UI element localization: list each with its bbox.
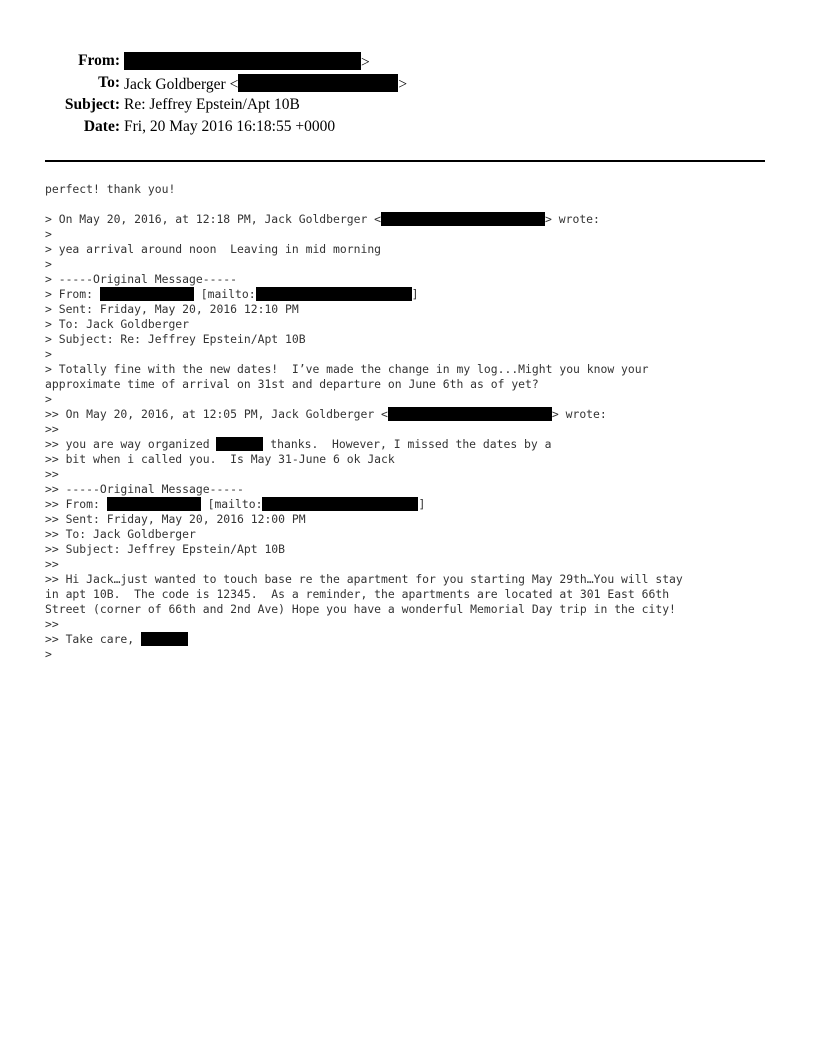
body-line: in apt 10B. The code is 12345. As a reminder, the apartments are located at 301 East 66th [45,587,670,601]
body-line: >> On May 20, 2016, at 12:05 PM, Jack Goldberger < > wrote: [45,407,607,421]
body-line: >> -----Original Message----- [45,482,244,496]
body-line: > -----Original Message----- [45,272,238,286]
body-line: > Subject: Re: Jeffrey Epstein/Apt 10B [45,332,306,346]
subject-value: Re: Jeffrey Epstein/Apt 10B [124,96,300,113]
blank-line [45,197,780,212]
body-line: >> Hi Jack…just wanted to touch base re the apartment for you starting May 29th…You will stay [45,572,683,586]
body-line: > [45,647,52,661]
from-label: From: [78,52,120,69]
to-value: Jack Goldberger < [124,76,239,93]
body-line: > Sent: Friday, May 20, 2016 12:10 PM [45,302,299,316]
redacted-from-address [124,52,361,70]
body-line: perfect! thank you! [45,182,176,196]
redacted-name [100,287,194,301]
body-line: >> [45,422,59,436]
subject-label: Subject: [64,96,120,113]
from-suffix: > [361,54,370,71]
date-value: Fri, 20 May 2016 16:18:55 +0000 [124,118,336,135]
body-line: > [45,347,52,361]
redacted-name [107,497,201,511]
body-line: > yea arrival around noon Leaving in mid morning [45,242,382,256]
body-line: >> [45,617,59,631]
body-line: approximate time of arrival on 31st and departure on June 6th as of yet? [45,377,539,391]
body-line: >> Sent: Friday, May 20, 2016 12:00 PM [45,512,306,526]
body-line: > [45,257,52,271]
body-line: >> To: Jack Goldberger [45,527,196,541]
redacted-email [381,212,545,226]
redacted-name [141,632,188,646]
redacted-email [262,497,418,511]
body-line: > To: Jack Goldberger [45,317,190,331]
to-suffix: > [398,76,408,93]
redacted-email [256,287,412,301]
body-line: > Totally fine with the new dates! I’ve made the change in my log...Might you know your [45,362,649,376]
body-line: >> you are way organized thanks. However, I missed the dates by a [45,437,552,451]
redacted-email [388,407,552,421]
redacted-name [216,437,263,451]
body-line: >> Subject: Jeffrey Epstein/Apt 10B [45,542,286,556]
body-line: > [45,227,52,241]
body-line: >> [45,467,59,481]
body-line: > [45,392,52,406]
email-body [45,182,780,662]
date-label: Date: [83,118,120,135]
body-line: > On May 20, 2016, at 12:18 PM, Jack Goldberger < > wrote: [45,212,600,226]
body-line: >> [45,557,59,571]
redacted-to-address [238,74,398,92]
to-label: To: [98,74,120,91]
body-line: >> From: [mailto: ] [45,497,426,511]
header-divider [45,160,765,162]
body-line: >> bit when i called you. Is May 31-June 6 ok Jack [45,452,395,466]
body-line: > From: [mailto: ] [45,287,419,301]
body-line: Street (corner of 66th and 2nd Ave) Hope you have a wonderful Memorial Day trip in the city! [45,602,676,616]
body-line: >> Take care, [45,632,780,647]
